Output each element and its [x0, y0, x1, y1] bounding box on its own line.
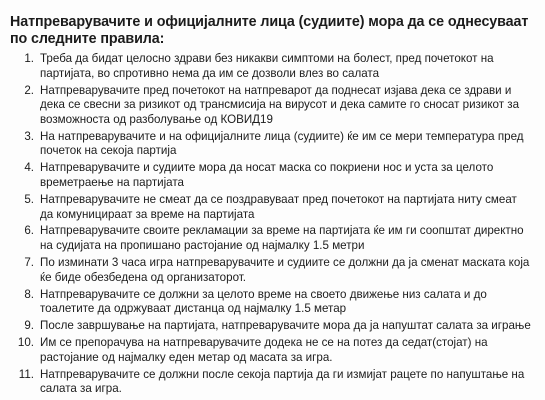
- rule-number: 2.: [24, 83, 34, 97]
- rule-number: 5.: [24, 192, 34, 206]
- rule-number: 6.: [24, 224, 34, 238]
- rule-number: 11.: [18, 367, 34, 381]
- rule-number: 10.: [17, 336, 34, 350]
- rule-number: 4.: [24, 161, 34, 175]
- rule-item: [10, 224, 535, 253]
- rule-item: [10, 161, 535, 190]
- rule-text: Натпреварувачите и судиите мора да носат маска со покриени нос и уста за целото времетраење на партијата: [40, 161, 494, 189]
- rule-item: [10, 84, 535, 128]
- rule-number: 1.: [24, 52, 34, 65]
- rule-text: Натпреварувачите пред почетокот на натпреварот да поднесат изјава дека се здрави и дека се свесни за ризикот од трансмисија на вирусот и дека самите го сносат ризикот за возможноста од разболување од КОВИД19: [40, 83, 520, 126]
- rule-item: [10, 256, 535, 285]
- rule-item: [10, 319, 535, 334]
- rule-item: [10, 130, 535, 159]
- rule-text: На натпреварувачите и на официјалните лица (судиите) ќе им се мери температура пред почеток на секоја партија: [40, 129, 524, 158]
- rules-list: [10, 52, 535, 397]
- rule-number: 3.: [24, 129, 34, 143]
- rule-number: 8.: [24, 287, 34, 301]
- rule-number: 9.: [24, 319, 34, 333]
- rule-text: Натпреварувачите се должни после секоја партија да ги измијат рацете по напуштање на салата за игра.: [40, 367, 525, 396]
- rule-number: 7.: [24, 256, 34, 270]
- rule-text: После завршување на партијата, натпреварувачите мора да ја напуштат салата за играње: [40, 319, 531, 333]
- rule-text: Треба да бидат целосно здрави без никакви симптоми на болест, пред почетокот на партијата, во спротивно нема да им се дозволи влез во салата: [40, 52, 494, 80]
- rule-text: Натпреварувачите се должни за целото време на своето движење низ салата и до тоалетите да одржуваат дистанца од најмалку 1.5 метар: [40, 287, 487, 316]
- rule-item: [10, 368, 535, 397]
- rule-text: Им се препорачува на натпреварувачите додека не се на потез да седат(стојат) на растојание од најмалку еден метар од масата за игра.: [40, 336, 488, 364]
- rule-item: [10, 288, 535, 317]
- document-heading: Натпреварувачите и официјалните лица (судиите) мора да се однесуваат по следните правила:: [10, 14, 529, 47]
- rule-item: [10, 336, 535, 365]
- rule-text: Натпреварувачите не смеат да се поздравуваат пред почетокот на партијата ниту смеат да комуницираат за време на партијата: [40, 192, 517, 221]
- rule-text: Натпреварувачите своите рекламации за време на партијата ќе им ги соопштат директно на судијата на пропишано растојание од најмалку 1.5 метри: [40, 224, 524, 253]
- rule-item: [10, 52, 535, 81]
- rule-text: По изминати 3 часа игра натпреварувачите и судиите се должни да ја сменат маската која ќе биде обезбедена од организаторот.: [40, 256, 530, 284]
- rule-item: [10, 193, 535, 222]
